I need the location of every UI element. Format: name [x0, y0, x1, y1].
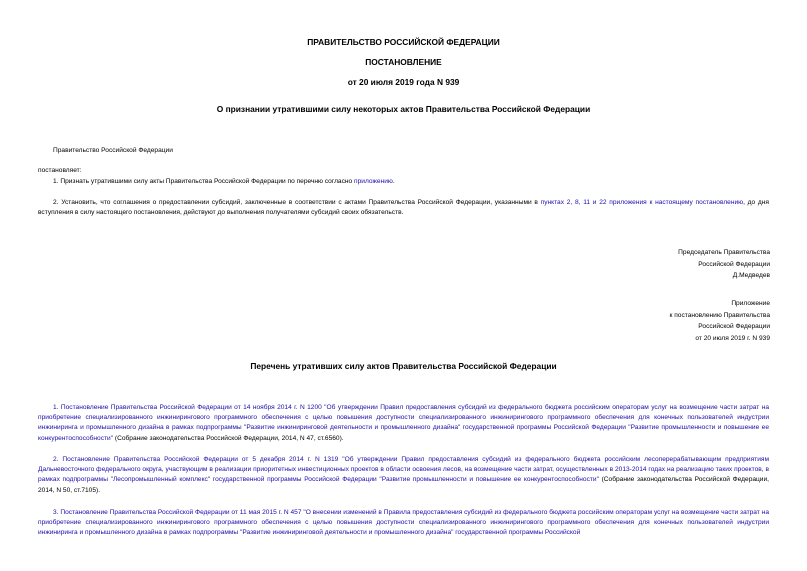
- list-item-2: [38, 455, 769, 496]
- appendix-link[interactable]: приложению: [354, 178, 393, 185]
- list-item-2-link[interactable]: 2. Постановление Правительства Российской Федерации от 5 декабря 2014 г. N 1319 "Об утверждении Правил предоставления субсидий из федерального бюджета российским лесоперерабатывающим предприятиям Дальневосточного федерального округа, участвующим в реализации приоритетных инвестиционных проектов в области освоения лесов, на возмещение части затрат, осуществленных в 2013-2014 годах на реализацию таких проектов, в рамках подпрограммы "Лесопромышленный комплекс" государственной программы Российской Федерации "Развитие промышленности и повышение ее конкурентоспособности": [38, 456, 769, 484]
- item-2-end: , до дня вступления в силу настоящего постановления, действуют до выполнения получателями субсидий своих обязательств.: [38, 199, 769, 217]
- appendix-line-1: Приложение: [731, 300, 770, 307]
- resolves-text: постановляет:: [38, 167, 82, 174]
- item-2-text: 2. Установить, что соглашения о предоставлении субсидий, заключенные в соответствии с актами Правительства Российской Федерации, указанными в: [53, 199, 541, 206]
- list-item-3-link[interactable]: 3. Постановление Правительства Российской Федерации от 11 мая 2015 г. N 457 "О внесении изменений в Правила предоставления субсидий из федерального бюджета российским операторам услуг на возмещение части затрат на приобретение специализированного инжинирингового программного обеспечения с целью повышения доступности специализированного инжинирингового программного обеспечения для конечных пользователей индустрии инжиниринга и промышленного дизайна в рамках подпрограммы "Развитие инжиниринговой деятельности и промышленного дизайна" государственной программы Российской: [38, 509, 769, 537]
- list-item-3: [38, 508, 769, 539]
- appendix-line-4: от 20 июля 2019 г. N 939: [695, 334, 770, 342]
- signature-line-1: Председатель Правительства: [678, 249, 770, 256]
- list-item-1: [38, 403, 769, 444]
- appendix-header-block: [670, 298, 771, 344]
- item-1-end: .: [392, 178, 395, 185]
- government-heading: ПРАВИТЕЛЬСТВО РОССИЙСКОЙ ФЕДЕРАЦИИ: [307, 37, 500, 47]
- appendix-title: Перечень утративших силу актов Правительства Российской Федерации: [250, 361, 557, 371]
- signature-line-3: Д.Медведев: [732, 272, 770, 279]
- doc-type-heading: ПОСТАНОВЛЕНИЕ: [365, 57, 442, 67]
- list-item-1-link[interactable]: 1. Постановление Правительства Российской Федерации от 14 ноября 2014 г. N 1200 "Об утверждении Правил предоставления субсидий из федерального бюджета российским операторам услуг на возмещение части затрат на приобретение специализированного инжинирингового программного обеспечения с целью повышения доступности специализированного инжинирингового программного обеспечения для конечных пользователей индустрии инжиниринга и промышленного дизайна в рамках подпрограммы "Развитие инжиниринговой деятельности и промышленного дизайна" государственной программы Российской Федерации "Развитие промышленности и повышение ее конкурентоспособности": [38, 404, 769, 442]
- list-item-2-text: (Собрание законодательства Российской Федерации, 2014, N 50, ст.7105).: [38, 476, 769, 494]
- item-2-paragraph: [38, 198, 769, 218]
- item-1-paragraph: [53, 177, 395, 187]
- appendix-line-3: Российской Федерации: [698, 323, 770, 330]
- date-number-heading: от 20 июля 2019 года N 939: [347, 77, 460, 87]
- signature-block: [678, 247, 770, 282]
- list-item-1-text: (Собрание законодательства Российской Федерации, 2014, N 47, ст.6560).: [113, 434, 344, 442]
- document-title: О признании утратившими силу некоторых актов Правительства Российской Федерации: [216, 104, 591, 114]
- intro-text: Правительство Российской Федерации: [53, 147, 173, 154]
- signature-line-2: Российской Федерации: [698, 260, 770, 268]
- item-1-text: 1. Признать утратившими силу акты Правительства Российской Федерации по перечню согласно: [53, 178, 355, 185]
- appendix-items-link[interactable]: пунктах 2, 8, 11 и 22 приложения к настоящему постановлению: [540, 199, 744, 206]
- appendix-line-2: к постановлению Правительства: [669, 311, 770, 319]
